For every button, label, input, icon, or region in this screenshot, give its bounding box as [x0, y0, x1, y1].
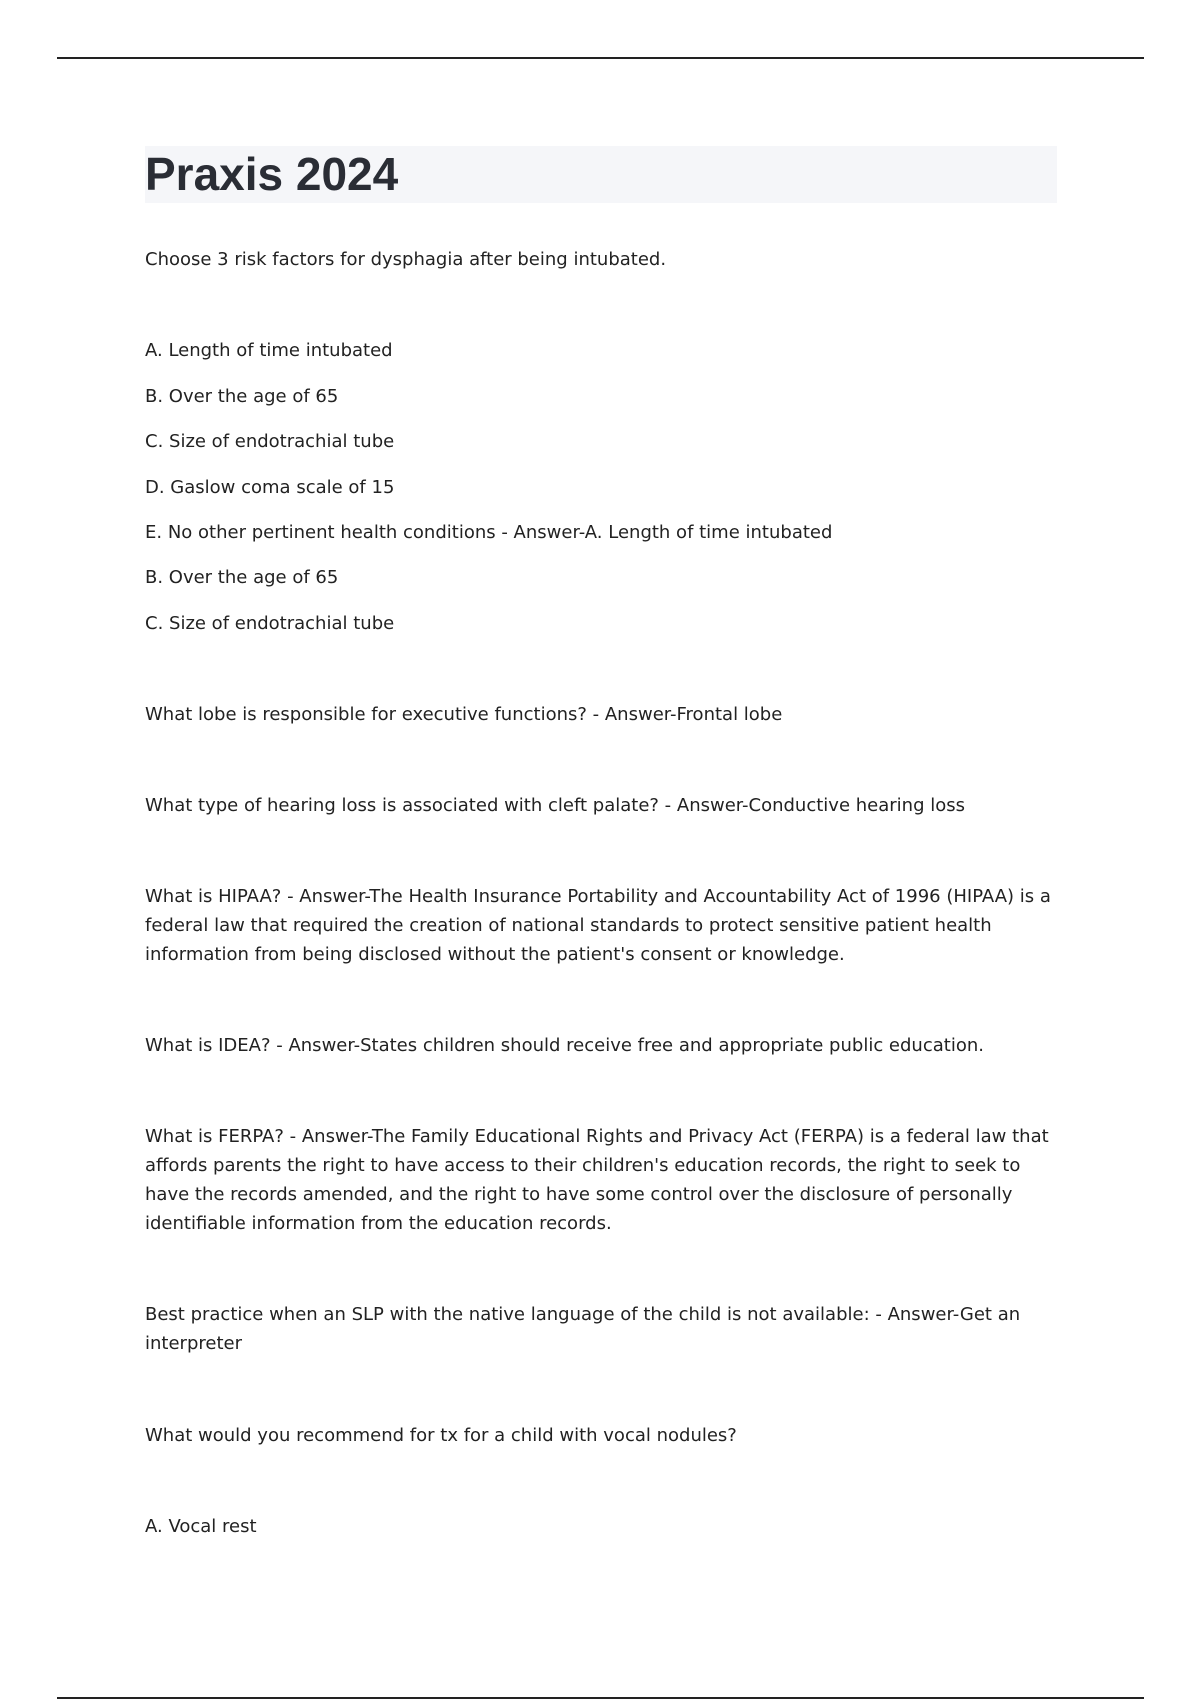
option-d-coma-scale: D. Gaslow coma scale of 15	[145, 477, 395, 498]
answer-c-tube-size: C. Size of endotrachial tube	[145, 613, 395, 634]
page-title: Praxis 2024	[145, 148, 399, 200]
qa-cleft-palate-hearing-loss: What type of hearing loss is associated with cleft palate? - Answer-Conductive hearing loss	[145, 795, 965, 816]
qa-hipaa: What is HIPAA? - Answer-The Health Insurance Portability and Accountability Act of 1996 (HIPAA) is a federal law that required the creation of national standards to protect sensitive patient health information from being disclosed without the patient's consent or knowledge.	[145, 886, 1051, 965]
option-b-over-age: B. Over the age of 65	[145, 386, 339, 407]
option-c-tube-size: C. Size of endotrachial tube	[145, 431, 395, 452]
option-a-vocal-rest: A. Vocal rest	[145, 1516, 257, 1537]
title-banner	[145, 146, 1057, 203]
qa-executive-functions: What lobe is responsible for executive functions? - Answer-Frontal lobe	[145, 704, 783, 725]
qa-ferpa: What is FERPA? - Answer-The Family Educational Rights and Privacy Act (FERPA) is a federal law that affords parents the right to have access to their children's education records, the right to seek to have the records amended, and the right to have some control over the disclosure of personally identifiable information from the education records.	[145, 1126, 1049, 1234]
option-a-length-of-time: A. Length of time intubated	[145, 340, 393, 361]
question-dysphagia-risk-factors: Choose 3 risk factors for dysphagia after being intubated.	[145, 249, 667, 270]
bottom-rule	[57, 1697, 1144, 1699]
question-vocal-nodules: What would you recommend for tx for a child with vocal nodules?	[145, 1425, 737, 1446]
qa-slp-interpreter: Best practice when an SLP with the native language of the child is not available: - Answer-Get an interpreter	[145, 1304, 1021, 1354]
qa-idea: What is IDEA? - Answer-States children should receive free and appropriate public education.	[145, 1035, 984, 1056]
top-rule	[57, 57, 1144, 59]
option-e-with-answer: E. No other pertinent health conditions - Answer-A. Length of time intubated	[145, 522, 833, 543]
answer-b-over-age: B. Over the age of 65	[145, 567, 339, 588]
